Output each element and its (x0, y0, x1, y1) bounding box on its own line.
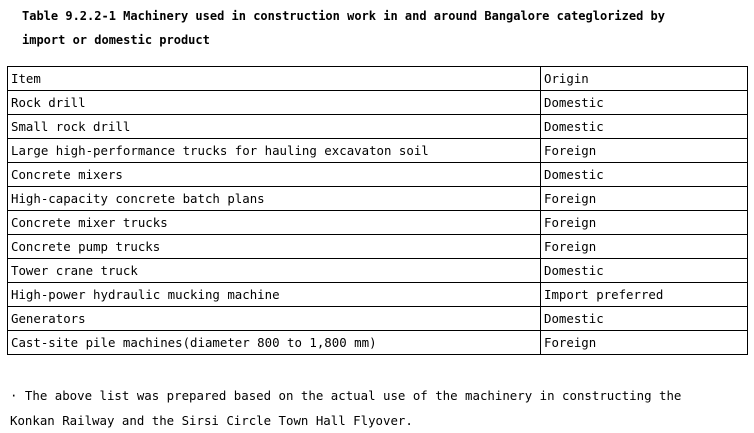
origin-cell: Foreign (541, 211, 748, 235)
item-cell: Cast-site pile machines(diameter 800 to 1,800 mm) (8, 331, 541, 355)
table-row (8, 307, 748, 331)
caption-line-2: import or domestic product (22, 33, 210, 47)
table-row (8, 283, 748, 307)
origin-cell: Domestic (541, 115, 748, 139)
table-row (8, 259, 748, 283)
item-cell: Concrete mixers (8, 163, 541, 187)
origin-cell: Domestic (541, 91, 748, 115)
origin-cell: Foreign (541, 187, 748, 211)
origin-cell: Import preferred (541, 283, 748, 307)
table-row (8, 139, 748, 163)
table-row (8, 115, 748, 139)
footnote-line-2: Konkan Railway and the Sirsi Circle Town Hall Flyover. (10, 413, 413, 428)
table-row (8, 163, 748, 187)
origin-cell: Domestic (541, 163, 748, 187)
table-row (8, 187, 748, 211)
table-row (8, 211, 748, 235)
origin-cell: Domestic (541, 307, 748, 331)
item-cell: High-capacity concrete batch plans (8, 187, 541, 211)
caption-line-1: Table 9.2.2-1 Machinery used in construction work in and around Bangalore categlorized by (22, 9, 665, 23)
footnote-line-1: · The above list was prepared based on the actual use of the machinery in constructing the (10, 388, 682, 403)
item-cell: Rock drill (8, 91, 541, 115)
origin-cell: Foreign (541, 139, 748, 163)
table-header-row (8, 67, 748, 91)
origin-cell: Foreign (541, 235, 748, 259)
table-caption (22, 4, 742, 52)
item-cell: High-power hydraulic mucking machine (8, 283, 541, 307)
item-cell: Concrete mixer trucks (8, 211, 541, 235)
table-row (8, 91, 748, 115)
item-cell: Tower crane truck (8, 259, 541, 283)
item-cell: Generators (8, 307, 541, 331)
header-item: Item (8, 67, 541, 91)
footnote (10, 383, 746, 433)
table-row (8, 235, 748, 259)
origin-cell: Domestic (541, 259, 748, 283)
header-origin: Origin (541, 67, 748, 91)
origin-cell: Foreign (541, 331, 748, 355)
table-row (8, 331, 748, 355)
item-cell: Large high-performance trucks for hauling excavaton soil (8, 139, 541, 163)
item-cell: Concrete pump trucks (8, 235, 541, 259)
machinery-table (7, 66, 748, 355)
item-cell: Small rock drill (8, 115, 541, 139)
